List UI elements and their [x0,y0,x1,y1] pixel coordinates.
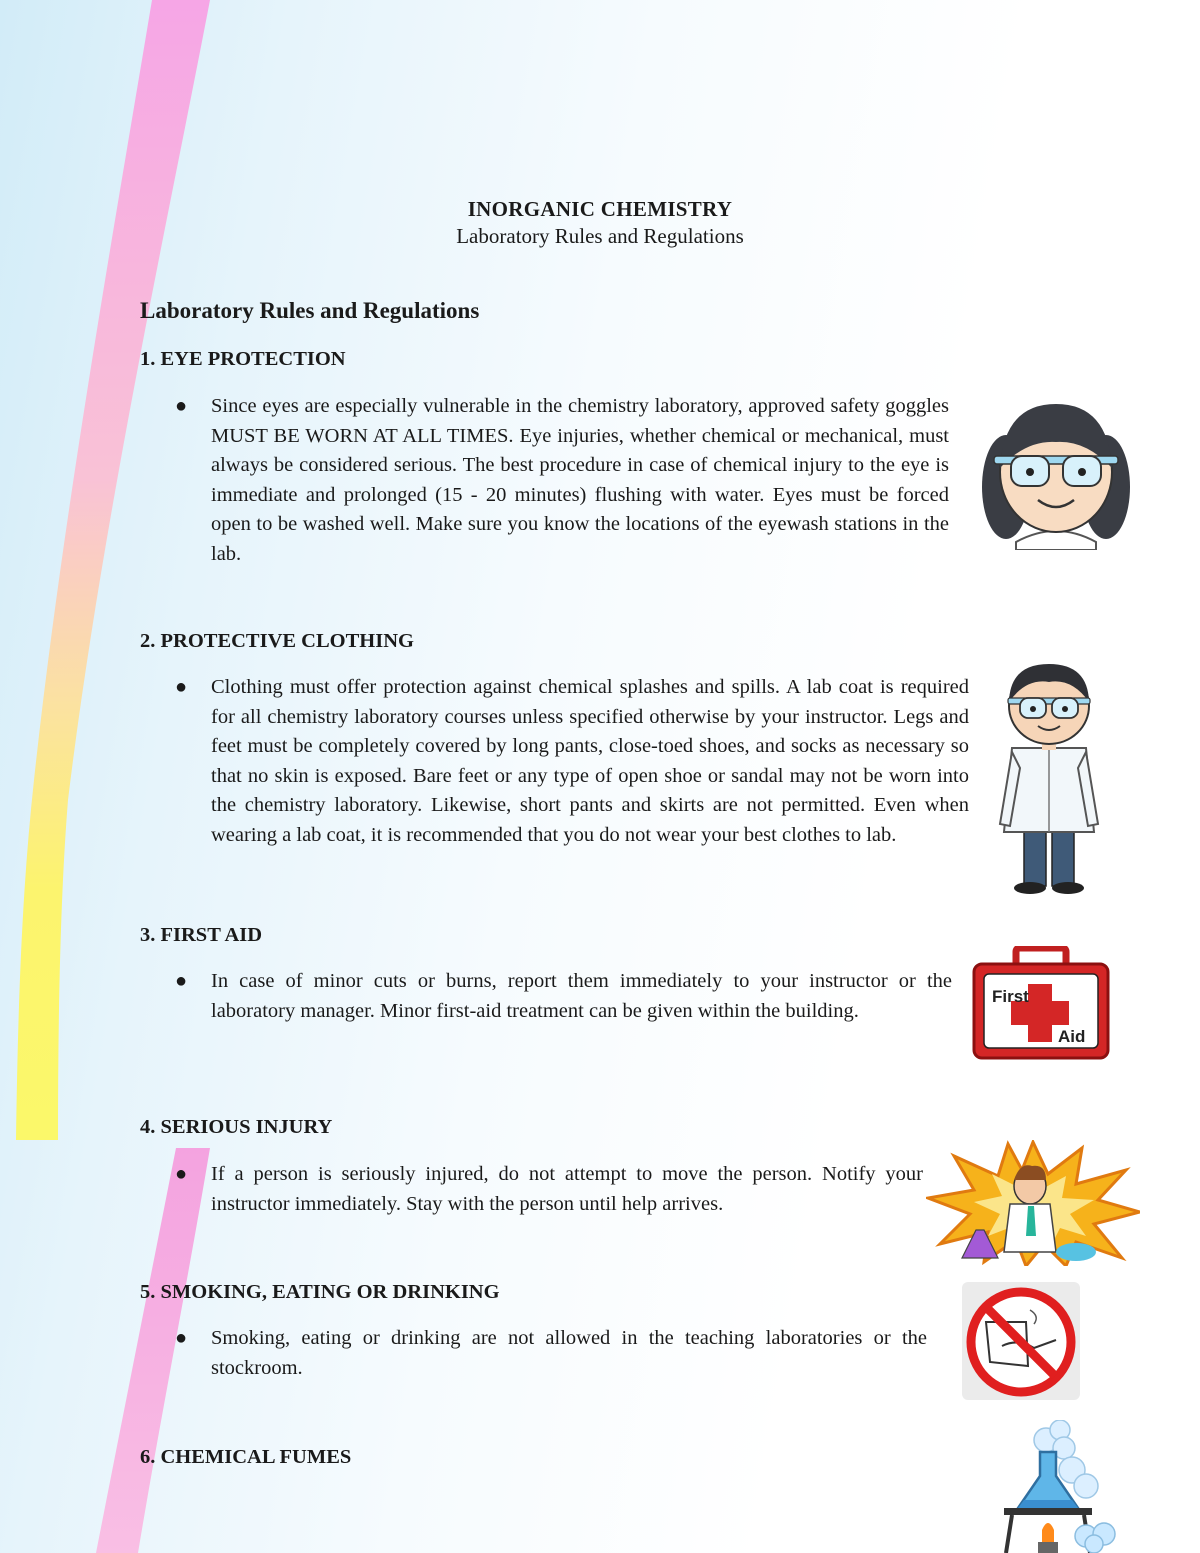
section-heading-chemical-fumes: 6. CHEMICAL FUMES [140,1446,352,1468]
document-subtitle: Laboratory Rules and Regulations [456,224,744,248]
boy-in-lab-coat-icon [988,656,1110,894]
protective-clothing-text: Clothing must offer protection against chemical splashes and spills. A lab coat is required for all chemistry laboratory courses unless specified otherwise by your instructor. Legs and feet must be completely covered by long pants, close-toed shoes, and socks as necessary so that no skin is exposed. Bare feet or any type of open shoe or sandal may not be worn into the chemistry laboratory. Likewise, short pants and skirts are not permitted. Even when wearing a lab coat, it is recommended that you do not wear your best clothes to lab. [211,676,969,846]
no-smoking-icon [962,1282,1080,1400]
smoking-eating-drinking-text: Smoking, eating or drinking are not allowed in the teaching laboratories or the stockroom. [211,1327,927,1379]
section-heading-serious-injury: 4. SERIOUS INJURY [140,1116,333,1138]
eye-protection-text: Since eyes are especially vulnerable in the chemistry laboratory, approved safety goggles MUST BE WORN AT ALL TIMES. Eye injuries, whether chemical or mechanical, must always be considered serious. The best procedure in case of chemical injury to the eye is immediate and prolonged (15 - 20 minutes) flushing with water. Eyes must be forced open to be washed well. Make sure you know the locations of the eyewash stations in the lab. [211,395,949,565]
first-aid-text: In case of minor cuts or burns, report them immediately to your instructor or the laboratory manager. Minor first-aid treatment can be given within the building. [211,970,952,1022]
main-heading: Laboratory Rules and Regulations [140,298,480,323]
serious-injury-text: If a person is seriously injured, do not attempt to move the person. Notify your instructor immediately. Stay with the person until help arrives. [211,1163,923,1215]
kit-label-aid: Aid [1058,1027,1086,1046]
section-heading-protective-clothing: 2. PROTECTIVE CLOTHING [140,630,414,652]
girl-with-goggles-icon [966,392,1146,550]
bullet-icon: ● [175,1327,188,1349]
kit-label-first: First [992,987,1029,1006]
document-title: INORGANIC CHEMISTRY [467,197,733,221]
section-heading-eye-protection: 1. EYE PROTECTION [140,348,346,370]
explosion-injury-icon [926,1140,1140,1266]
bullet-icon: ● [175,676,188,698]
section-heading-first-aid: 3. FIRST AID [140,924,263,946]
flask-fumes-icon [998,1420,1122,1553]
bullet-icon: ● [175,1163,188,1185]
bullet-icon: ● [175,970,188,992]
section-heading-smoking-eating-drinking: 5. SMOKING, EATING OR DRINKING [140,1281,500,1303]
bullet-icon: ● [175,395,188,417]
first-aid-kit-icon [970,946,1112,1062]
